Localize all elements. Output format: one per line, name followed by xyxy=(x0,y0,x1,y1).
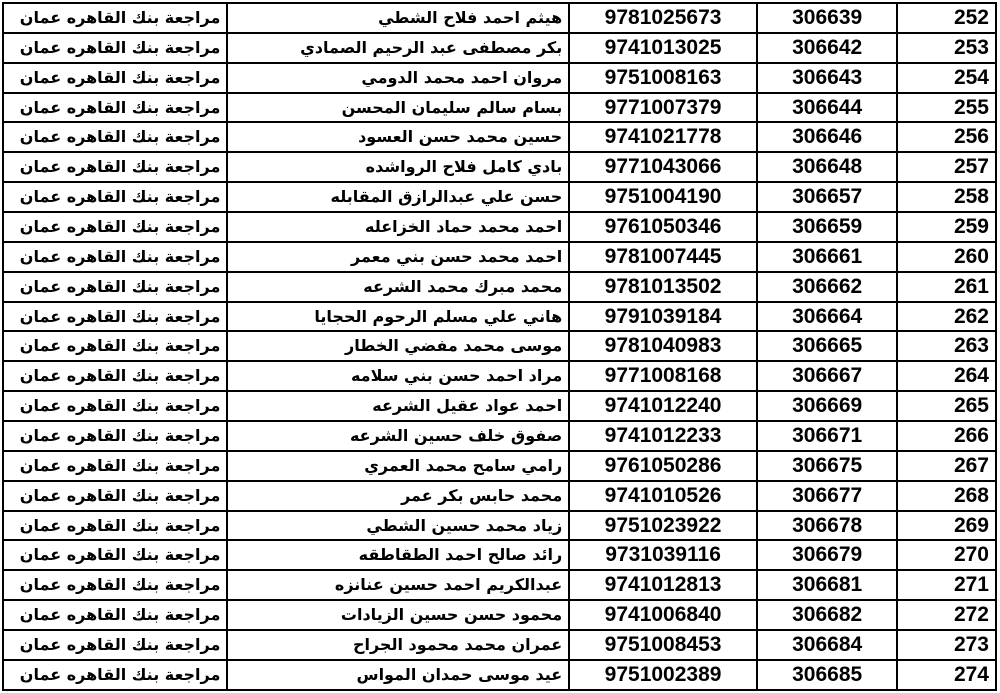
beneficiaries-table xyxy=(2,2,997,691)
national-number-cell: 9751008453 xyxy=(569,630,757,660)
name-cell: بادي كامل فلاح الرواشده xyxy=(227,152,569,182)
note-cell: مراجعة بنك القاهره عمان xyxy=(3,630,227,660)
sequence-number-cell: 261 xyxy=(897,272,996,302)
table-row xyxy=(3,660,996,690)
name-cell: حسن علي عبدالرازق المقابله xyxy=(227,182,569,212)
name-cell: بكر مصطفى عبد الرحيم الصمادي xyxy=(227,33,569,63)
name-cell: زياد محمد حسين الشطي xyxy=(227,511,569,541)
reference-number-cell: 306677 xyxy=(757,481,898,511)
table-row xyxy=(3,272,996,302)
national-number-cell: 9741012233 xyxy=(569,421,757,451)
note-cell: مراجعة بنك القاهره عمان xyxy=(3,122,227,152)
note-cell: مراجعة بنك القاهره عمان xyxy=(3,152,227,182)
table-row xyxy=(3,630,996,660)
table-row xyxy=(3,481,996,511)
reference-number-cell: 306659 xyxy=(757,212,898,242)
name-cell: رامي سامح محمد العمري xyxy=(227,451,569,481)
sequence-number-cell: 269 xyxy=(897,511,996,541)
table-row xyxy=(3,421,996,451)
name-cell: محمود حسن حسين الزيادات xyxy=(227,600,569,630)
reference-number-cell: 306667 xyxy=(757,361,898,391)
reference-number-cell: 306642 xyxy=(757,33,898,63)
name-cell: هيثم احمد فلاح الشطي xyxy=(227,3,569,33)
table-row xyxy=(3,63,996,93)
national-number-cell: 9741006840 xyxy=(569,600,757,630)
name-cell: احمد محمد حسن بني معمر xyxy=(227,242,569,272)
reference-number-cell: 306648 xyxy=(757,152,898,182)
table-row xyxy=(3,570,996,600)
table-row xyxy=(3,212,996,242)
national-number-cell: 9751002389 xyxy=(569,660,757,690)
note-cell: مراجعة بنك القاهره عمان xyxy=(3,540,227,570)
table-row xyxy=(3,331,996,361)
reference-number-cell: 306657 xyxy=(757,182,898,212)
sequence-number-cell: 259 xyxy=(897,212,996,242)
reference-number-cell: 306665 xyxy=(757,331,898,361)
sequence-number-cell: 272 xyxy=(897,600,996,630)
table-row xyxy=(3,33,996,63)
sequence-number-cell: 268 xyxy=(897,481,996,511)
note-cell: مراجعة بنك القاهره عمان xyxy=(3,660,227,690)
note-cell: مراجعة بنك القاهره عمان xyxy=(3,33,227,63)
national-number-cell: 9781013502 xyxy=(569,272,757,302)
national-number-cell: 9751008163 xyxy=(569,63,757,93)
note-cell: مراجعة بنك القاهره عمان xyxy=(3,331,227,361)
reference-number-cell: 306684 xyxy=(757,630,898,660)
table-row xyxy=(3,511,996,541)
national-number-cell: 9761050346 xyxy=(569,212,757,242)
sequence-number-cell: 273 xyxy=(897,630,996,660)
sequence-number-cell: 256 xyxy=(897,122,996,152)
sequence-number-cell: 263 xyxy=(897,331,996,361)
table-row xyxy=(3,182,996,212)
note-cell: مراجعة بنك القاهره عمان xyxy=(3,511,227,541)
reference-number-cell: 306644 xyxy=(757,93,898,123)
reference-number-cell: 306661 xyxy=(757,242,898,272)
note-cell: مراجعة بنك القاهره عمان xyxy=(3,212,227,242)
sequence-number-cell: 267 xyxy=(897,451,996,481)
name-cell: حسين محمد حسن العسود xyxy=(227,122,569,152)
sequence-number-cell: 271 xyxy=(897,570,996,600)
national-number-cell: 9771008168 xyxy=(569,361,757,391)
name-cell: مروان احمد محمد الدومي xyxy=(227,63,569,93)
note-cell: مراجعة بنك القاهره عمان xyxy=(3,361,227,391)
reference-number-cell: 306662 xyxy=(757,272,898,302)
name-cell: عبدالكريم احمد حسين عنانزه xyxy=(227,570,569,600)
note-cell: مراجعة بنك القاهره عمان xyxy=(3,302,227,332)
table-row xyxy=(3,361,996,391)
reference-number-cell: 306682 xyxy=(757,600,898,630)
reference-number-cell: 306675 xyxy=(757,451,898,481)
national-number-cell: 9771007379 xyxy=(569,93,757,123)
note-cell: مراجعة بنك القاهره عمان xyxy=(3,272,227,302)
name-cell: محمد مبرك محمد الشرعه xyxy=(227,272,569,302)
national-number-cell: 9781007445 xyxy=(569,242,757,272)
reference-number-cell: 306643 xyxy=(757,63,898,93)
name-cell: محمد حابس بكر عمر xyxy=(227,481,569,511)
name-cell: احمد محمد حماد الخزاعله xyxy=(227,212,569,242)
sequence-number-cell: 253 xyxy=(897,33,996,63)
reference-number-cell: 306685 xyxy=(757,660,898,690)
note-cell: مراجعة بنك القاهره عمان xyxy=(3,481,227,511)
table-row xyxy=(3,93,996,123)
table-row xyxy=(3,600,996,630)
national-number-cell: 9791039184 xyxy=(569,302,757,332)
name-cell: موسى محمد مفضي الخطار xyxy=(227,331,569,361)
national-number-cell: 9741021778 xyxy=(569,122,757,152)
national-number-cell: 9731039116 xyxy=(569,540,757,570)
sequence-number-cell: 255 xyxy=(897,93,996,123)
reference-number-cell: 306679 xyxy=(757,540,898,570)
reference-number-cell: 306681 xyxy=(757,570,898,600)
table-row xyxy=(3,3,996,33)
note-cell: مراجعة بنك القاهره عمان xyxy=(3,242,227,272)
name-cell: بسام سالم سليمان المحسن xyxy=(227,93,569,123)
reference-number-cell: 306669 xyxy=(757,391,898,421)
sequence-number-cell: 265 xyxy=(897,391,996,421)
national-number-cell: 9761050286 xyxy=(569,451,757,481)
sequence-number-cell: 258 xyxy=(897,182,996,212)
table-body xyxy=(3,3,996,690)
reference-number-cell: 306678 xyxy=(757,511,898,541)
reference-number-cell: 306671 xyxy=(757,421,898,451)
note-cell: مراجعة بنك القاهره عمان xyxy=(3,391,227,421)
name-cell: رائد صالح احمد الطقاطقه xyxy=(227,540,569,570)
note-cell: مراجعة بنك القاهره عمان xyxy=(3,600,227,630)
sequence-number-cell: 262 xyxy=(897,302,996,332)
national-number-cell: 9741010526 xyxy=(569,481,757,511)
note-cell: مراجعة بنك القاهره عمان xyxy=(3,182,227,212)
reference-number-cell: 306646 xyxy=(757,122,898,152)
table-row xyxy=(3,122,996,152)
table-row xyxy=(3,540,996,570)
name-cell: عيد موسى حمدان المواس xyxy=(227,660,569,690)
note-cell: مراجعة بنك القاهره عمان xyxy=(3,421,227,451)
name-cell: عمران محمد محمود الجراح xyxy=(227,630,569,660)
table-row xyxy=(3,242,996,272)
name-cell: مراد احمد حسن بني سلامه xyxy=(227,361,569,391)
national-number-cell: 9771043066 xyxy=(569,152,757,182)
sequence-number-cell: 274 xyxy=(897,660,996,690)
sequence-number-cell: 252 xyxy=(897,3,996,33)
national-number-cell: 9741012813 xyxy=(569,570,757,600)
note-cell: مراجعة بنك القاهره عمان xyxy=(3,3,227,33)
national-number-cell: 9751023922 xyxy=(569,511,757,541)
note-cell: مراجعة بنك القاهره عمان xyxy=(3,93,227,123)
name-cell: هاني علي مسلم الرحوم الحجايا xyxy=(227,302,569,332)
table-row xyxy=(3,391,996,421)
note-cell: مراجعة بنك القاهره عمان xyxy=(3,451,227,481)
sequence-number-cell: 264 xyxy=(897,361,996,391)
name-cell: صفوق خلف حسين الشرعه xyxy=(227,421,569,451)
national-number-cell: 9741012240 xyxy=(569,391,757,421)
reference-number-cell: 306664 xyxy=(757,302,898,332)
note-cell: مراجعة بنك القاهره عمان xyxy=(3,63,227,93)
reference-number-cell: 306639 xyxy=(757,3,898,33)
national-number-cell: 9781025673 xyxy=(569,3,757,33)
national-number-cell: 9741013025 xyxy=(569,33,757,63)
note-cell: مراجعة بنك القاهره عمان xyxy=(3,570,227,600)
sequence-number-cell: 257 xyxy=(897,152,996,182)
sequence-number-cell: 260 xyxy=(897,242,996,272)
table-row xyxy=(3,451,996,481)
table-row xyxy=(3,302,996,332)
national-number-cell: 9751004190 xyxy=(569,182,757,212)
sequence-number-cell: 270 xyxy=(897,540,996,570)
table-row xyxy=(3,152,996,182)
national-number-cell: 9781040983 xyxy=(569,331,757,361)
sequence-number-cell: 266 xyxy=(897,421,996,451)
sequence-number-cell: 254 xyxy=(897,63,996,93)
name-cell: احمد عواد عقيل الشرعه xyxy=(227,391,569,421)
